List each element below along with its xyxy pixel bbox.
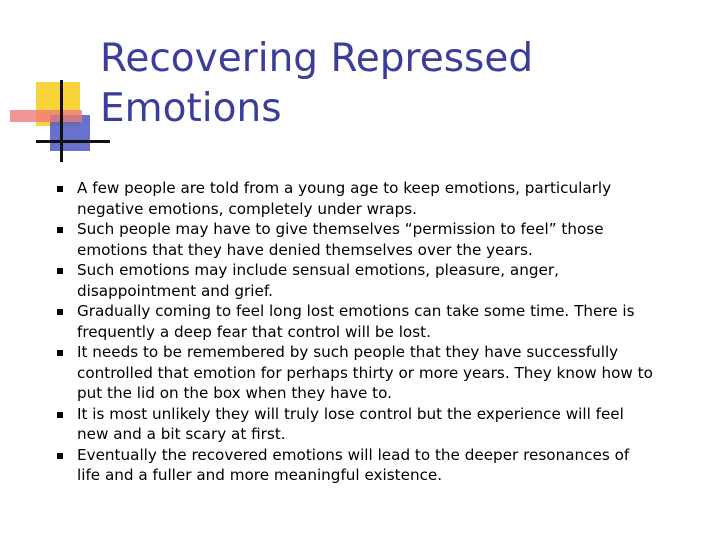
bullet-item-3	[56, 260, 656, 301]
square-bullet-icon	[57, 309, 63, 315]
square-bullet-icon	[57, 350, 63, 356]
bullet-item-7	[56, 445, 656, 486]
title-line-2: Emotions	[100, 86, 282, 131]
title-line-1: Recovering Repressed	[100, 36, 534, 81]
bullet-item-5	[56, 342, 656, 404]
bullet-text: Such emotions may include sensual emotions, pleasure, anger, disappointment and grief.	[77, 261, 559, 300]
deco-red-bar	[10, 110, 82, 122]
square-bullet-icon	[57, 412, 63, 418]
bullet-text: Eventually the recovered emotions will lead to the deeper resonances of life and a fuller and more meaningful existence.	[77, 445, 630, 484]
bullet-item-1	[56, 178, 656, 219]
square-bullet-icon	[57, 227, 63, 233]
bullet-text: It needs to be remembered by such people that they have successfully controlled that emotion for perhaps thirty or more years. They know how to put the lid on the box when they have to.	[77, 343, 653, 402]
bullet-text: Such people may have to give themselves “permission to feel” those emotions that they have denied themselves over the years.	[77, 220, 604, 259]
bullet-text: Gradually coming to feel long lost emotions can take some time. There is frequently a deep fear that control will be lost.	[77, 302, 635, 341]
bullet-item-2	[56, 219, 656, 260]
square-bullet-icon	[57, 186, 63, 192]
deco-vertical-line	[60, 80, 63, 162]
title-decoration-graphic	[0, 0, 110, 170]
square-bullet-icon	[57, 268, 63, 274]
bullet-item-6	[56, 404, 656, 445]
slide-title	[100, 34, 700, 134]
deco-horizontal-line	[36, 140, 110, 143]
bullet-text: A few people are told from a young age to keep emotions, particularly negative emotions, completely under wraps.	[77, 179, 612, 218]
bullet-text: It is most unlikely they will truly lose control but the experience will feel new and a bit scary at first.	[77, 404, 624, 443]
bullet-list	[56, 178, 656, 486]
bullet-item-4	[56, 301, 656, 342]
square-bullet-icon	[57, 453, 63, 459]
